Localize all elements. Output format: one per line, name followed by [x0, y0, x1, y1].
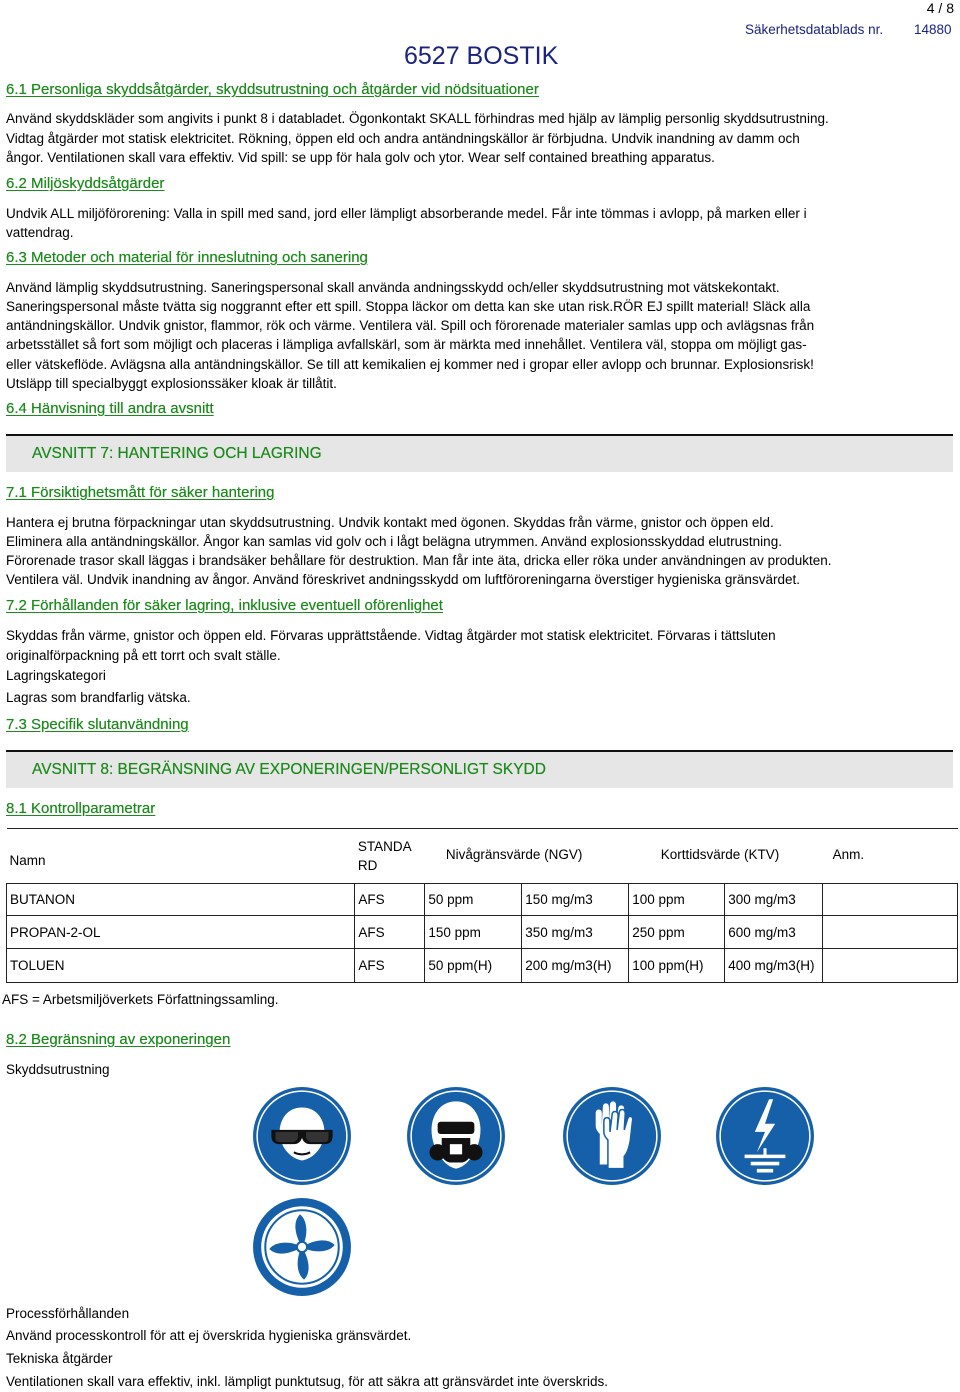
technical-measures-value: Ventilationen skall vara effektiv, inkl. lämpligt punktutsug, för att säkra att gränsvärdet inte överskrids.	[6, 1374, 609, 1389]
cell-note	[823, 916, 958, 949]
page-number: 4 / 8	[926, 0, 954, 16]
text-7-2-line: Skyddas från värme, gnistor och öppen eld. Förvaras upprättstående. Vidtag åtgärder mot statisk elektricitet. Förvaras i tättsluten	[6, 628, 776, 643]
product-name: 6527 BOSTIK	[404, 42, 559, 70]
afs-footnote: AFS = Arbetsmiljöverkets Författningssamling.	[2, 992, 279, 1007]
table-row	[7, 884, 958, 916]
text-6-3-line: Utsläpp till specialbyggt explosionssäker kloak är tillåtit.	[6, 376, 337, 391]
document-type-label: Säkerhetsdatablads nr.	[745, 22, 884, 37]
text-6-3-line: arbetsstället så fort som möjligt och placeras i lämpliga avfallskärl, som är märkta med innehållet. Ventilera väl, stoppa om möjligt gas-	[6, 337, 807, 352]
control-parameters-table	[6, 828, 958, 983]
cell-name: BUTANON	[7, 884, 355, 916]
cell-ktv-mg: 300 mg/m3	[725, 884, 823, 916]
ventilation-fan-icon	[251, 1196, 353, 1298]
protective-gloves-icon	[561, 1085, 663, 1187]
antistatic-earthing-icon	[714, 1085, 816, 1187]
heading-6-2: 6.2 Miljöskyddsåtgärder	[6, 175, 165, 192]
storage-category-value: Lagras som brandfarlig vätska.	[6, 690, 191, 705]
safety-goggles-icon	[251, 1085, 353, 1187]
cell-note	[823, 884, 958, 916]
text-6-3-line: antändningskällor. Undvik gnistor, flammor, rök och värme. Ventilera väl. Spill och förorenade materialer samlas upp och avlägsnas från	[6, 318, 815, 333]
cell-ktv-mg: 400 mg/m3(H)	[725, 949, 823, 983]
section-8-title: AVSNITT 8: BEGRÄNSNING AV EXPONERINGEN/PERSONLIGT SKYDD	[32, 761, 546, 778]
storage-category-label: Lagringskategori	[6, 668, 106, 683]
cell-standard: AFS	[355, 916, 425, 949]
text-6-3-line: Använd lämplig skyddsutrustning. Saneringspersonal skall använda andningsskydd och/eller skyddsutrustning mot vätskekontakt.	[6, 280, 780, 295]
heading-8-1: 8.1 Kontrollparametrar	[6, 800, 156, 817]
protective-equipment-label: Skyddsutrustning	[6, 1062, 110, 1077]
section-8-banner	[6, 750, 953, 788]
text-7-1-line: Förorenade trasor skall läggas i brandsäker behållare för destruktion. Man får inte äta, dricka eller röka under användningen av produkten.	[6, 553, 832, 568]
column-header-name: Namn	[9, 852, 46, 868]
table-row	[7, 949, 958, 983]
technical-measures-label: Tekniska åtgärder	[6, 1351, 113, 1366]
cell-ktv-ppm: 100 ppm(H)	[629, 949, 725, 983]
cell-name: TOLUEN	[7, 949, 355, 983]
cell-ngv-ppm: 50 ppm	[425, 884, 522, 916]
respirator-mask-icon	[405, 1085, 507, 1187]
text-7-2-line: originalförpackning på ett torrt och svalt ställe.	[6, 648, 281, 663]
cell-ngv-ppm: 150 ppm	[425, 916, 522, 949]
table-header-row	[7, 829, 958, 884]
text-7-1-line: Ventilera väl. Undvik inandning av ångor. Använd föreskrivet andningsskydd om luftföroreningarna överstiger hygieniska gränsvärdet.	[6, 572, 800, 587]
heading-6-3: 6.3 Metoder och material för inneslutning och sanering	[6, 249, 368, 266]
cell-ngv-mg: 200 mg/m3(H)	[522, 949, 629, 983]
text-7-1-line: Hantera ej brutna förpackningar utan skyddsutrustning. Undvik kontakt med ögonen. Skyddas från värme, gnistor och öppen eld.	[6, 515, 774, 530]
text-6-2-line: vattendrag.	[6, 225, 74, 240]
cell-standard: AFS	[355, 884, 425, 916]
heading-7-1: 7.1 Försiktighetsmått för säker hantering	[6, 484, 275, 501]
cell-ktv-ppm: 250 ppm	[629, 916, 725, 949]
text-6-3-line: Saneringspersonal måste tvätta sig noggrannt efter ett spill. Stoppa läckor om detta kan ske utan risk.RÖR EJ spillt material! Släck alla	[6, 299, 811, 314]
table-row	[7, 916, 958, 949]
text-6-1-line: Använd skyddskläder som angivits i punkt 8 i databladet. Ögonkontakt SKALL förhindras med hjälp av lämplig personlig skyddsutrustning.	[6, 111, 829, 126]
section-7-title: AVSNITT 7: HANTERING OCH LAGRING	[32, 445, 322, 462]
cell-ngv-mg: 350 mg/m3	[522, 916, 629, 949]
cell-name: PROPAN-2-OL	[7, 916, 355, 949]
cell-standard: AFS	[355, 949, 425, 983]
column-header-standard	[355, 829, 425, 884]
cell-ktv-mg: 600 mg/m3	[725, 916, 823, 949]
process-conditions-label: Processförhållanden	[6, 1306, 130, 1321]
text-6-2-line: Undvik ALL miljöförorening: Valla in spill med sand, jord eller lämpligt absorberande medel. Får inte tömmas i avlopp, på marken eller i	[6, 206, 807, 221]
section-7-banner	[6, 434, 953, 472]
column-header-ktv: Korttidsvärde (KTV)	[660, 846, 780, 862]
text-7-1-line: Eliminera alla antändningskällor. Ångor kan samlas vid golv och i lågt belägna utrymmen. Använd explosionsskyddad elutrustning.	[6, 534, 782, 549]
heading-6-1: 6.1 Personliga skyddsåtgärder, skyddsutrustning och åtgärder vid nödsituationer	[6, 81, 539, 98]
column-header-ngv: Nivågränsvärde (NGV)	[445, 846, 583, 862]
heading-6-4: 6.4 Hänvisning till andra avsnitt	[6, 400, 214, 417]
column-header-standard-text: STANDA RD	[357, 839, 412, 873]
cell-ktv-ppm: 100 ppm	[629, 884, 725, 916]
text-6-3-line: eller vätskeflöde. Avlägsna alla antändningskällor. Se till att kemikalien ej kommer ned i gropar eller avlopp och brunnar. Explosionsrisk!	[6, 357, 814, 372]
column-header-note: Anm.	[832, 846, 865, 862]
heading-7-2: 7.2 Förhållanden för säker lagring, inklusive eventuell oförenlighet	[6, 597, 443, 614]
cell-note	[823, 949, 958, 983]
document-number: 14880	[914, 22, 952, 37]
heading-7-3: 7.3 Specifik slutanvändning	[6, 716, 189, 733]
process-conditions-value: Använd processkontroll för att ej överskrida hygieniska gränsvärdet.	[6, 1328, 412, 1343]
cell-ngv-ppm: 50 ppm(H)	[425, 949, 522, 983]
text-6-1-line: ångor. Ventilationen skall vara effektiv. Vid spill: se upp för hala golv och ytor. Wear self contained breathing apparatus.	[6, 150, 715, 165]
text-6-1-line: Vidtag åtgärder mot statisk elektricitet. Rökning, öppen eld och andra antändningskällor är förbjudna. Undvik inandning av damm och	[6, 131, 800, 146]
cell-ngv-mg: 150 mg/m3	[522, 884, 629, 916]
heading-8-2: 8.2 Begränsning av exponeringen	[6, 1031, 231, 1048]
